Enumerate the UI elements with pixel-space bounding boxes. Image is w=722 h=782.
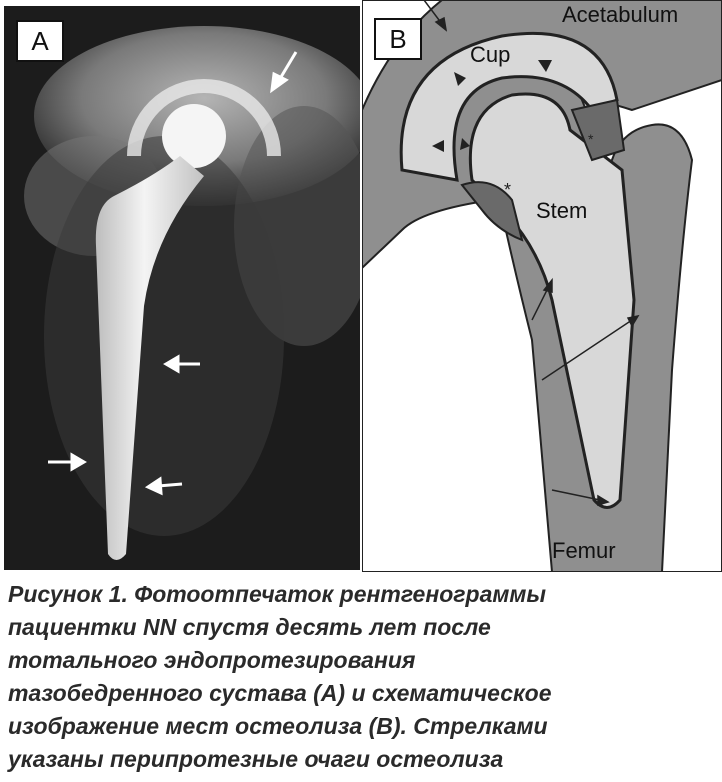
- caption-line: тотального эндопротезирования: [8, 647, 416, 673]
- schematic-drawing: [362, 0, 722, 572]
- acetabulum-label: Acetabulum: [562, 2, 679, 27]
- panel-a-label: A: [16, 20, 64, 62]
- asterisk-mark: *: [588, 131, 594, 147]
- femur-label: Femur: [552, 538, 616, 563]
- cup-label: Cup: [470, 42, 511, 67]
- radiograph-panel: [4, 6, 360, 570]
- asterisk-mark: *: [504, 180, 512, 200]
- caption-line: пациентки NN спустя десять лет после: [8, 614, 491, 640]
- panel-b-label: B: [374, 18, 422, 60]
- stem-label: Stem: [536, 198, 588, 223]
- caption-line: изображение мест остеолиза (В). Стрелками: [8, 713, 548, 739]
- radiograph-image: [4, 6, 360, 570]
- caption-line: тазобедренного сустава (А) и схематическое: [8, 680, 552, 706]
- caption-line: указаны перипротезные очаги остеолиза: [8, 746, 504, 772]
- figure-caption: [8, 578, 714, 776]
- caption-line: Рисунок 1. Фотоотпечаток рентгенограммы: [8, 581, 547, 607]
- schematic-panel: [362, 0, 722, 572]
